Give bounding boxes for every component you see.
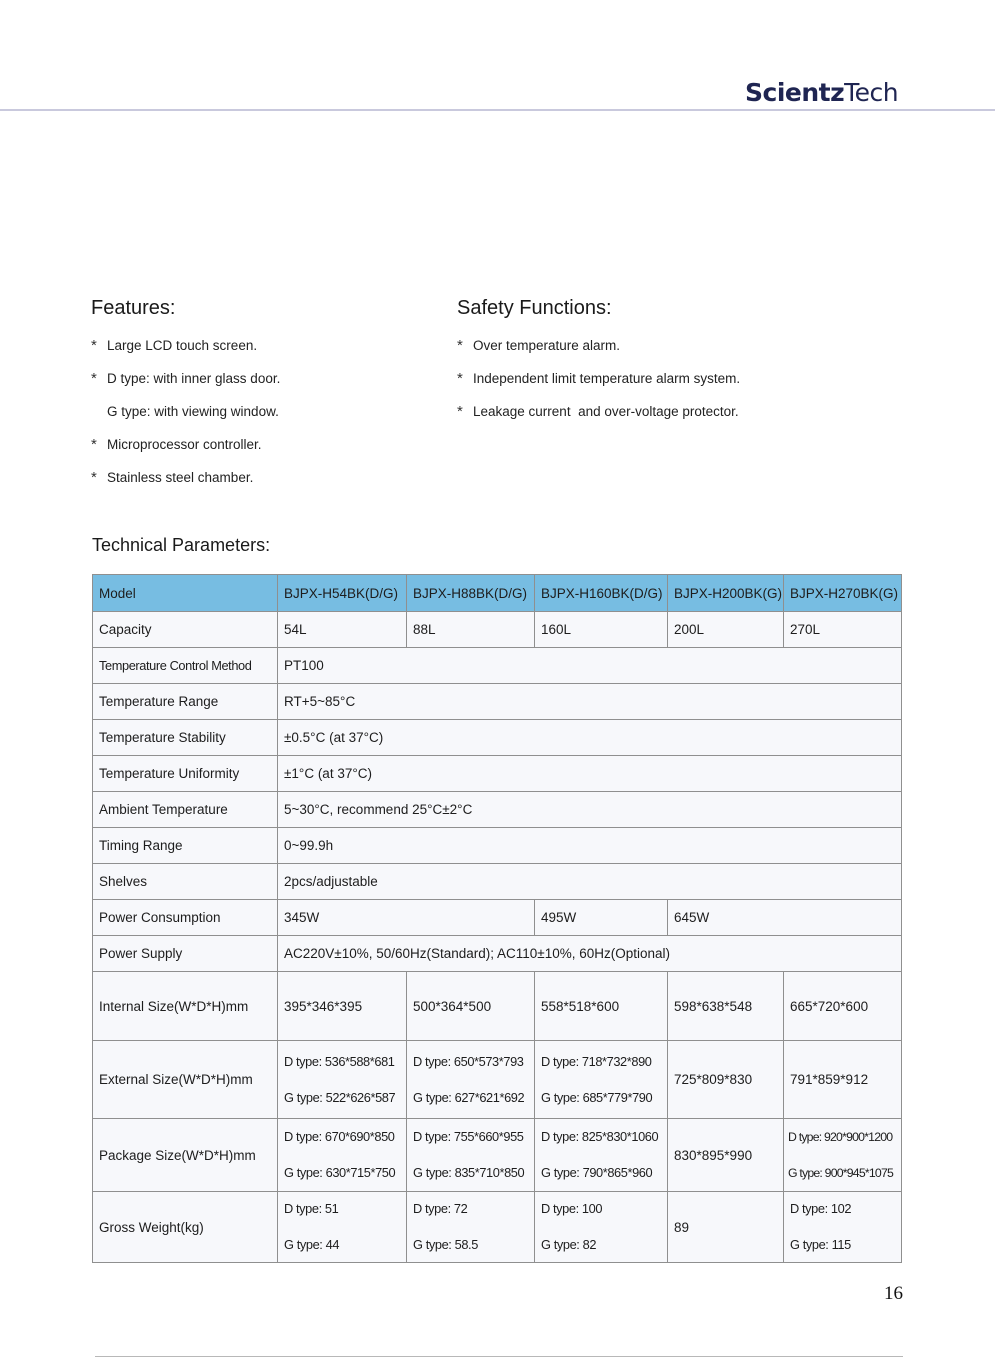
header-divider bbox=[0, 109, 995, 111]
cell-value: 830*895*990 bbox=[668, 1119, 784, 1192]
row-label: Capacity bbox=[93, 612, 278, 648]
row-label: Temperature Uniformity bbox=[93, 756, 278, 792]
cell-value: 54L bbox=[278, 612, 407, 648]
model-label: Model bbox=[93, 575, 278, 612]
table-row-capacity bbox=[93, 612, 902, 648]
cell-value: 160L bbox=[535, 612, 668, 648]
feature-item: * Stainless steel chamber. bbox=[91, 469, 254, 486]
cell-value: PT100 bbox=[278, 648, 902, 684]
cell-value: AC220V±10%, 50/60Hz(Standard); AC110±10%, 60Hz(Optional) bbox=[278, 936, 902, 972]
table-row-power-consumption bbox=[93, 900, 902, 936]
technical-parameters-title: Technical Parameters: bbox=[92, 535, 271, 555]
table-row-temperature-range bbox=[93, 684, 902, 720]
cell-value: D type: 718*732*890 G type: 685*779*790 bbox=[535, 1041, 668, 1119]
table-row-control-method bbox=[93, 648, 902, 684]
cell-value: 395*346*395 bbox=[278, 972, 407, 1041]
cell-value: D type: 670*690*850 G type: 630*715*750 bbox=[278, 1119, 407, 1192]
cell-value: 665*720*600 bbox=[784, 972, 902, 1041]
safety-item: * Independent limit temperature alarm system. bbox=[457, 370, 741, 387]
table-row-temperature-stability bbox=[93, 720, 902, 756]
cell-value: 5~30°C, recommend 25°C±2°C bbox=[278, 792, 902, 828]
feature-item: G type: with viewing window. bbox=[107, 404, 279, 419]
row-label: Timing Range bbox=[93, 828, 278, 864]
table-header-row bbox=[93, 575, 902, 612]
row-label: Shelves bbox=[93, 864, 278, 900]
technical-parameters-table bbox=[92, 574, 902, 1263]
cell-value: 270L bbox=[784, 612, 902, 648]
row-label: Temperature Stability bbox=[93, 720, 278, 756]
cell-value: D type: 51 G type: 44 bbox=[278, 1192, 407, 1263]
brand-name-bold: Scientz bbox=[745, 78, 845, 107]
cell-value: 598*638*548 bbox=[668, 972, 784, 1041]
asterisk-bullet-icon: * bbox=[91, 370, 97, 387]
row-label: Gross Weight(kg) bbox=[93, 1192, 278, 1263]
cell-value: D type: 536*588*681 G type: 522*626*587 bbox=[278, 1041, 407, 1119]
cell-value: 500*364*500 bbox=[407, 972, 535, 1041]
safety-functions-title: Safety Functions: bbox=[457, 297, 612, 319]
footer-divider bbox=[95, 1356, 903, 1357]
cell-value: 0~99.9h bbox=[278, 828, 902, 864]
model-name: BJPX-H200BK(G) bbox=[668, 575, 784, 612]
cell-value: D type: 920*900*1200 G type: 900*945*1075 bbox=[784, 1119, 902, 1192]
cell-value: 2pcs/adjustable bbox=[278, 864, 902, 900]
asterisk-bullet-icon: * bbox=[457, 403, 463, 420]
row-label: Power Consumption bbox=[93, 900, 278, 936]
table-row-ambient-temperature bbox=[93, 792, 902, 828]
cell-value: 725*809*830 bbox=[668, 1041, 784, 1119]
features-list bbox=[91, 337, 280, 502]
cell-value: 645W bbox=[668, 900, 902, 936]
table-row-shelves bbox=[93, 864, 902, 900]
table-row-internal-size bbox=[93, 972, 902, 1041]
safety-item: * Over temperature alarm. bbox=[457, 337, 621, 354]
cell-value: 345W bbox=[278, 900, 535, 936]
model-name: BJPX-H270BK(G) bbox=[784, 575, 902, 612]
cell-value: D type: 100 G type: 82 bbox=[535, 1192, 668, 1263]
row-label: Temperature Control Method bbox=[93, 648, 278, 684]
page-number: 16 bbox=[884, 1283, 903, 1304]
cell-value: ±1°C (at 37°C) bbox=[278, 756, 902, 792]
row-label: Internal Size(W*D*H)mm bbox=[93, 972, 278, 1041]
feature-item: * Large LCD touch screen. bbox=[91, 337, 258, 354]
cell-value: 89 bbox=[668, 1192, 784, 1263]
row-label: Package Size(W*D*H)mm bbox=[93, 1119, 278, 1192]
cell-value: RT+5~85°C bbox=[278, 684, 902, 720]
row-label: Temperature Range bbox=[93, 684, 278, 720]
feature-item: * D type: with inner glass door. bbox=[91, 370, 281, 387]
brand-logo bbox=[745, 78, 898, 107]
table-row-timing-range bbox=[93, 828, 902, 864]
cell-value: 200L bbox=[668, 612, 784, 648]
cell-value: D type: 755*660*955 G type: 835*710*850 bbox=[407, 1119, 535, 1192]
cell-value: D type: 650*573*793 G type: 627*621*692 bbox=[407, 1041, 535, 1119]
cell-value: 791*859*912 bbox=[784, 1041, 902, 1119]
cell-value: D type: 102 G type: 115 bbox=[784, 1192, 902, 1263]
features-title: Features: bbox=[91, 297, 176, 319]
asterisk-bullet-icon: * bbox=[457, 370, 463, 387]
table-row-external-size bbox=[93, 1041, 902, 1119]
cell-value: ±0.5°C (at 37°C) bbox=[278, 720, 902, 756]
asterisk-bullet-icon: * bbox=[91, 469, 97, 486]
cell-value: D type: 72 G type: 58.5 bbox=[407, 1192, 535, 1263]
safety-functions-list bbox=[457, 337, 740, 436]
asterisk-bullet-icon: * bbox=[91, 337, 97, 354]
table-row-power-supply bbox=[93, 936, 902, 972]
brand-name-light: Tech bbox=[844, 78, 899, 107]
feature-item: * Microprocessor controller. bbox=[91, 436, 262, 453]
asterisk-bullet-icon: * bbox=[91, 436, 97, 453]
model-name: BJPX-H160BK(D/G) bbox=[535, 575, 668, 612]
asterisk-bullet-icon: * bbox=[457, 337, 463, 354]
safety-item: * Leakage current and over-voltage protector. bbox=[457, 403, 739, 420]
table-row-package-size bbox=[93, 1119, 902, 1192]
cell-value: D type: 825*830*1060 G type: 790*865*960 bbox=[535, 1119, 668, 1192]
cell-value: 88L bbox=[407, 612, 535, 648]
row-label: External Size(W*D*H)mm bbox=[93, 1041, 278, 1119]
table-row-gross-weight bbox=[93, 1192, 902, 1263]
row-label: Ambient Temperature bbox=[93, 792, 278, 828]
row-label: Power Supply bbox=[93, 936, 278, 972]
model-name: BJPX-H88BK(D/G) bbox=[407, 575, 535, 612]
model-name: BJPX-H54BK(D/G) bbox=[278, 575, 407, 612]
cell-value: 495W bbox=[535, 900, 668, 936]
table-row-temperature-uniformity bbox=[93, 756, 902, 792]
cell-value: 558*518*600 bbox=[535, 972, 668, 1041]
